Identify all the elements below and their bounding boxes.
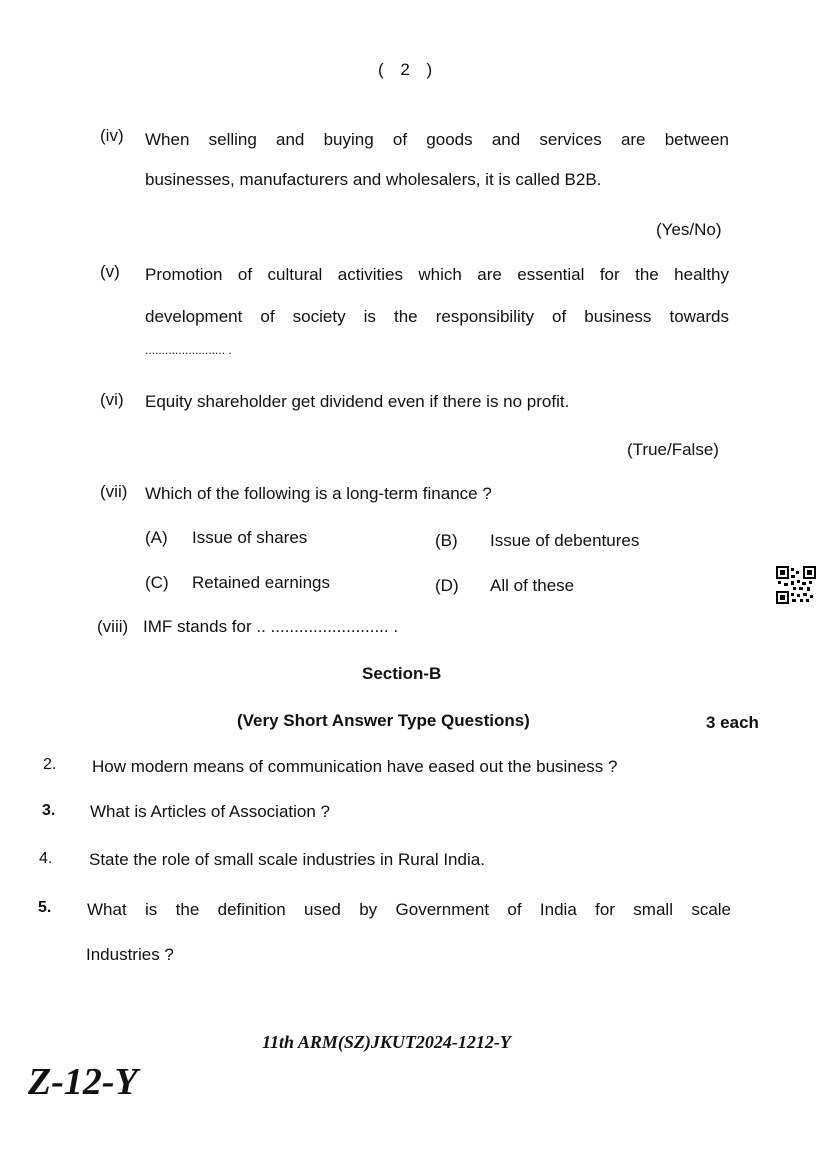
option-a-label: (A) (145, 528, 168, 547)
question-number-vii: (vii) (100, 482, 128, 501)
question-v-blank: ........................ . (145, 343, 232, 357)
question-2-text: How modern means of communication have eased out the business ? (92, 757, 618, 776)
page-number: ( 2 ) (378, 60, 439, 79)
question-iv-line1: When selling and buying of goods and services are between (145, 130, 729, 149)
question-number-iv: (iv) (100, 126, 124, 145)
question-vii-line1: Which of the following is a long-term finance ? (145, 484, 492, 503)
question-2-number: 2. (43, 756, 57, 773)
option-b-text: Issue of debentures (490, 531, 640, 550)
question-v-line1: Promotion of cultural activities which are essential for the healthy (145, 265, 729, 284)
question-3-text: What is Articles of Association ? (90, 802, 330, 821)
question-3-number: 3. (42, 802, 56, 819)
qr-code-icon (776, 566, 816, 604)
option-a-text: Issue of shares (192, 528, 308, 547)
question-number-v: (v) (100, 262, 120, 281)
question-number-vi: (vi) (100, 390, 124, 409)
question-number-viii: (viii) (97, 617, 129, 636)
question-4-number: 4. (39, 850, 53, 867)
question-4-text: State the role of small scale industries in Rural India. (89, 850, 485, 869)
question-iv-answer-hint: (Yes/No) (656, 220, 722, 239)
question-vi-line1: Equity shareholder get dividend even if there is no profit. (145, 392, 570, 411)
question-5-text: What is the definition used by Government of India for small scale (87, 900, 731, 919)
section-b-subtitle: (Very Short Answer Type Questions) (237, 711, 530, 730)
section-b-title: Section-B (362, 664, 442, 683)
question-5-number: 5. (38, 899, 52, 916)
footer-exam-code: 11th ARM(SZ)JKUT2024-1212-Y (262, 1032, 511, 1052)
question-viii-line1: IMF stands for .. ......................... . (143, 617, 399, 636)
question-vi-answer-hint: (True/False) (627, 440, 719, 459)
option-d-text: All of these (490, 576, 575, 595)
option-c-text: Retained earnings (192, 573, 330, 592)
section-b-marks: 3 each (706, 713, 759, 732)
paper-code: Z-12-Y (28, 1061, 138, 1103)
question-v-line2: development of society is the responsibility of business towards (145, 307, 729, 326)
option-d-label: (D) (435, 576, 459, 595)
question-5-text-line2: Industries ? (86, 945, 174, 964)
option-b-label: (B) (435, 531, 458, 550)
option-c-label: (C) (145, 573, 169, 592)
question-iv-line2: businesses, manufacturers and wholesalers, it is called B2B. (145, 170, 602, 189)
